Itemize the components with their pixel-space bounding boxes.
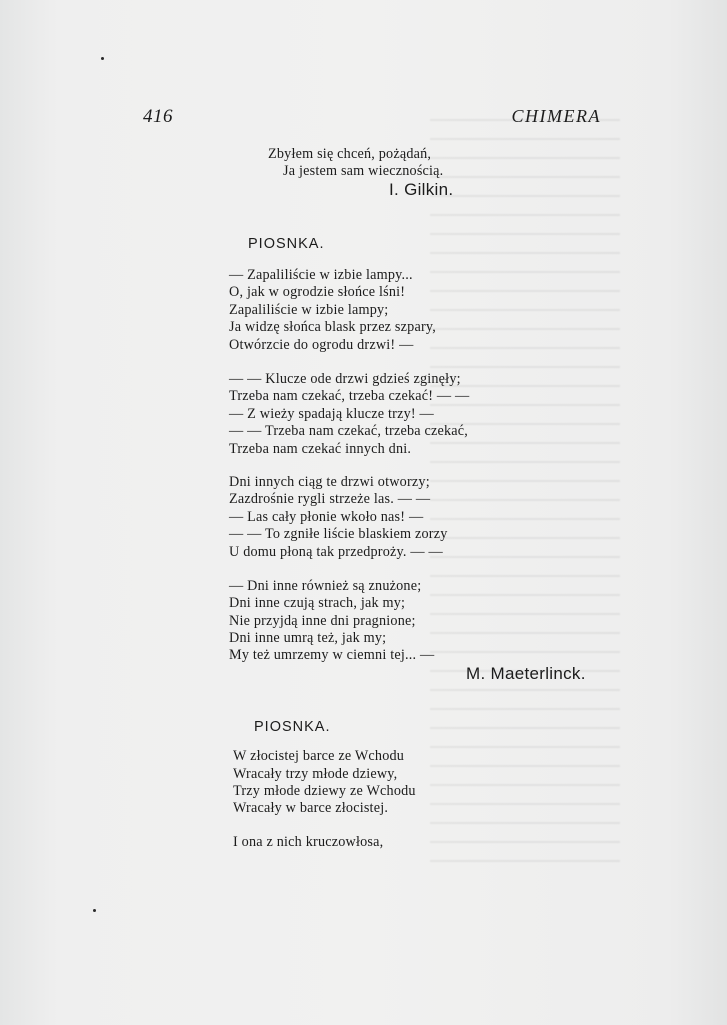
poem-line: — Las cały płonie wkoło nas! — — [229, 509, 424, 525]
poem-line: — — Klucze ode drzwi gdzieś zginęły; — [229, 371, 461, 387]
poem-line: — Zapaliliście w izbie lampy... — [229, 267, 413, 283]
poem-line: Wracały w barce złocistej. — [233, 800, 389, 816]
poem-line: O, jak w ogrodzie słońce lśni! — [229, 284, 406, 300]
poem-title: PIOSNKA. — [254, 719, 331, 735]
poem-line: Wracały trzy młode dziewy, — [233, 766, 398, 782]
poem-line: Ja widzę słońca blask przez szpary, — [229, 319, 436, 335]
poem-line: Dni inne umrą też, jak my; — [229, 630, 387, 646]
show-through-text — [430, 110, 620, 870]
page-number: 416 — [143, 106, 173, 127]
author-signature: M. Maeterlinck. — [466, 664, 586, 683]
poem-line: U domu płoną tak przedproży. — — — [229, 544, 443, 560]
running-title: CHIMERA — [511, 106, 601, 126]
author-signature: I. Gilkin. — [389, 180, 454, 199]
paper-speck — [93, 909, 96, 912]
poem-line: — Dni inne również są znużone; — [229, 578, 422, 594]
poem-line: My też umrzemy w ciemni tej... — — [229, 647, 435, 663]
poem-line: Trzy młode dziewy ze Wchodu — [233, 783, 416, 799]
poem-line: Dni innych ciąg te drzwi otworzy; — [229, 474, 430, 490]
poem-title: PIOSNKA. — [248, 236, 325, 252]
poem-line: Zazdrośnie rygli strzeże las. — — — [229, 491, 431, 507]
poem-line: I ona z nich kruczowłosa, — [233, 834, 384, 850]
poem-line: Nie przyjdą inne dni pragnione; — [229, 613, 416, 629]
poem-line: — Z wieży spadają klucze trzy! — — [229, 406, 434, 422]
poem-line: Dni inne czują strach, jak my; — [229, 595, 406, 611]
paper-speck — [101, 57, 104, 60]
poem-line: Trzeba nam czekać, trzeba czekać! — — — [229, 388, 470, 404]
poem-line: Ja jestem sam wiecznością. — [283, 163, 444, 179]
page-header — [0, 106, 727, 132]
poem-line: Zbyłem się chceń, pożądań, — [268, 146, 432, 162]
poem-line: Otwórzcie do ogrodu drzwi! — — [229, 337, 414, 353]
poem-line: Zapaliliście w izbie lampy; — [229, 302, 389, 318]
poem-line: W złocistej barce ze Wchodu — [233, 748, 405, 764]
poem-line: Trzeba nam czekać innych dni. — [229, 441, 412, 457]
poem-line: — — Trzeba nam czekać, trzeba czekać, — [229, 423, 469, 439]
poem-line: — — To zgniłe liście blaskiem zorzy — [229, 526, 448, 542]
